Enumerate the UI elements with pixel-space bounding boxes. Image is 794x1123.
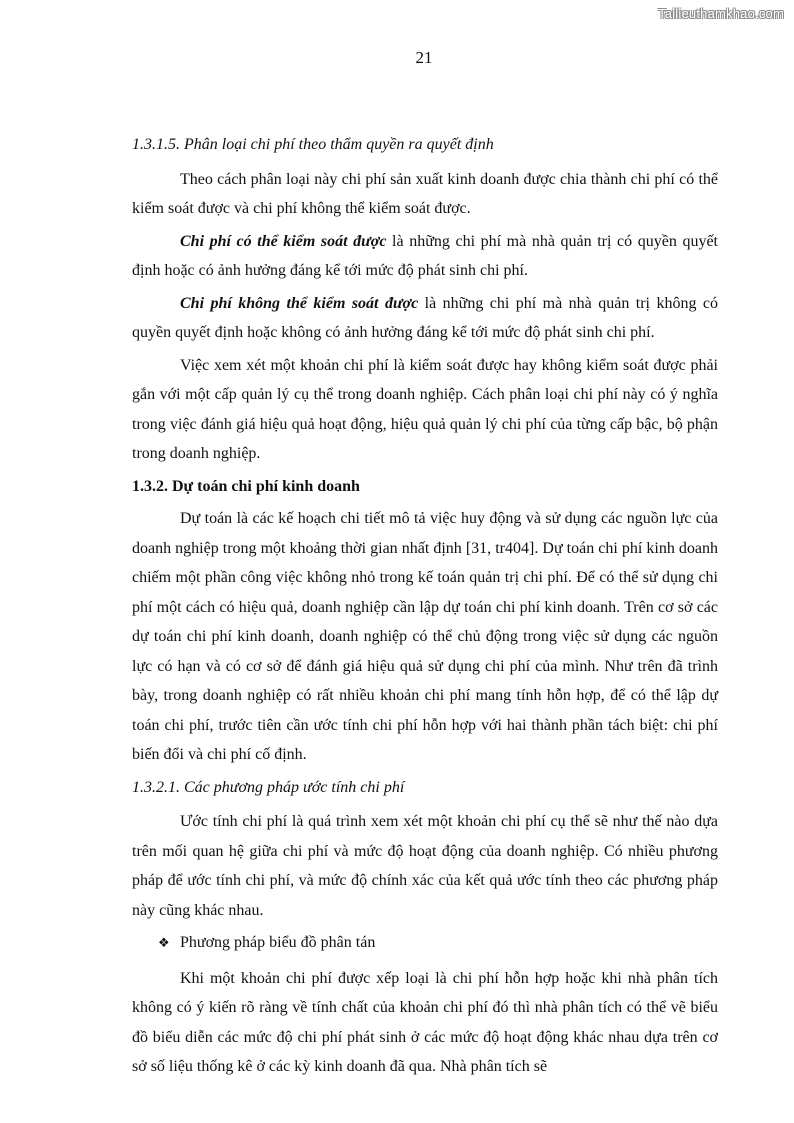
term-controllable-cost: Chi phí có thể kiểm soát được [180,232,387,250]
watermark: Tailieuthamkhao.com [658,6,784,21]
paragraph: Dự toán là các kế hoạch chi tiết mô tả việc huy động và sử dụng các nguồn lực của doanh nghiệp trong một khoảng thời gian nhất định [31, tr404]. Dự toán chi phí kinh doanh chiếm một phần công việc không nhỏ trong kế toán quản trị chi phí. Để có thể sử dụng chi phí một cách có hiệu quả, doanh nghiệp cần lập dự toán chi phí kinh doanh. Trên cơ sở các dự toán chi phí kinh doanh, doanh nghiệp có thể chủ động trong việc sử dụng các nguồn lực có hạn và có cơ sở để đánh giá hiệu quả sử dụng chi phí của mình. Như trên đã trình bày, trong doanh nghiệp có rất nhiều khoản chi phí mang tính hỗn hợp, để có thể lập dự toán chi phí, trước tiên cần ước tính chi phí hỗn hợp với hai thành phần tách biệt: chi phí biến đổi và chi phí cố định. [132,510,718,763]
section-heading-1315: 1.3.1.5. Phân loại chi phí theo thẩm quyền ra quyết định [132,136,494,153]
paragraph-uncontrollable-cost [132,289,718,348]
bullet-text: Phương pháp biểu đồ phân tán [180,934,376,951]
paragraph: Theo cách phân loại này chi phí sản xuất kinh doanh được chia thành chi phí có thể kiểm soát được và chi phí không thể kiểm soát được. [132,170,718,217]
paragraph: Khi một khoản chi phí được xếp loại là chi phí hỗn hợp hoặc khi nhà phân tích không có ý kiến rõ ràng về tính chất của khoản chi phí đó thì nhà phân tích có thể vẽ biểu đồ biểu diễn các mức độ chi phí phát sinh ở các mức độ hoạt động khác nhau dựa trên cơ sở số liệu thống kê ở các kỳ kinh doanh đã qua. Nhà phân tích sẽ [132,969,718,1075]
paragraph-text: là những chi phí mà nhà quản trị không có quyền quyết định hoặc không có ảnh hưởng đáng kể tới mức độ phát sinh chi phí. [132,294,718,341]
bullet-item [132,928,718,959]
page-number: 21 [415,48,433,67]
paragraph: Ước tính chi phí là quá trình xem xét một khoản chi phí cụ thể sẽ như thế nào dựa trên mối quan hệ giữa chi phí và mức độ hoạt động của doanh nghiệp. Có nhiều phương pháp để ước tính chi phí, và mức độ chính xác của kết quả ước tính theo các phương pháp này cũng khác nhau. [132,813,718,919]
paragraph-controllable-cost [132,227,718,286]
document-body [132,130,718,1085]
paragraph-text: là những chi phí mà nhà quản trị có quyền quyết định hoặc có ảnh hưởng đáng kể tới mức độ phát sinh chi phí. [132,232,718,279]
diamond-bullet-icon: ❖ [158,936,170,951]
term-uncontrollable-cost: Chi phí không thể kiểm soát được [180,294,419,312]
section-heading-132: 1.3.2. Dự toán chi phí kinh doanh [132,477,360,495]
section-heading-1321: 1.3.2.1. Các phương pháp ước tính chi phí [132,778,405,796]
paragraph: Việc xem xét một khoản chi phí là kiểm soát được hay không kiểm soát được phải gắn với một cấp quản lý cụ thể trong doanh nghiệp. Cách phân loại chi phí này có ý nghĩa trong việc đánh giá hiệu quả hoạt động, hiệu quả quản lý chi phí của từng cấp bậc, bộ phận trong doanh nghiệp. [132,356,718,462]
